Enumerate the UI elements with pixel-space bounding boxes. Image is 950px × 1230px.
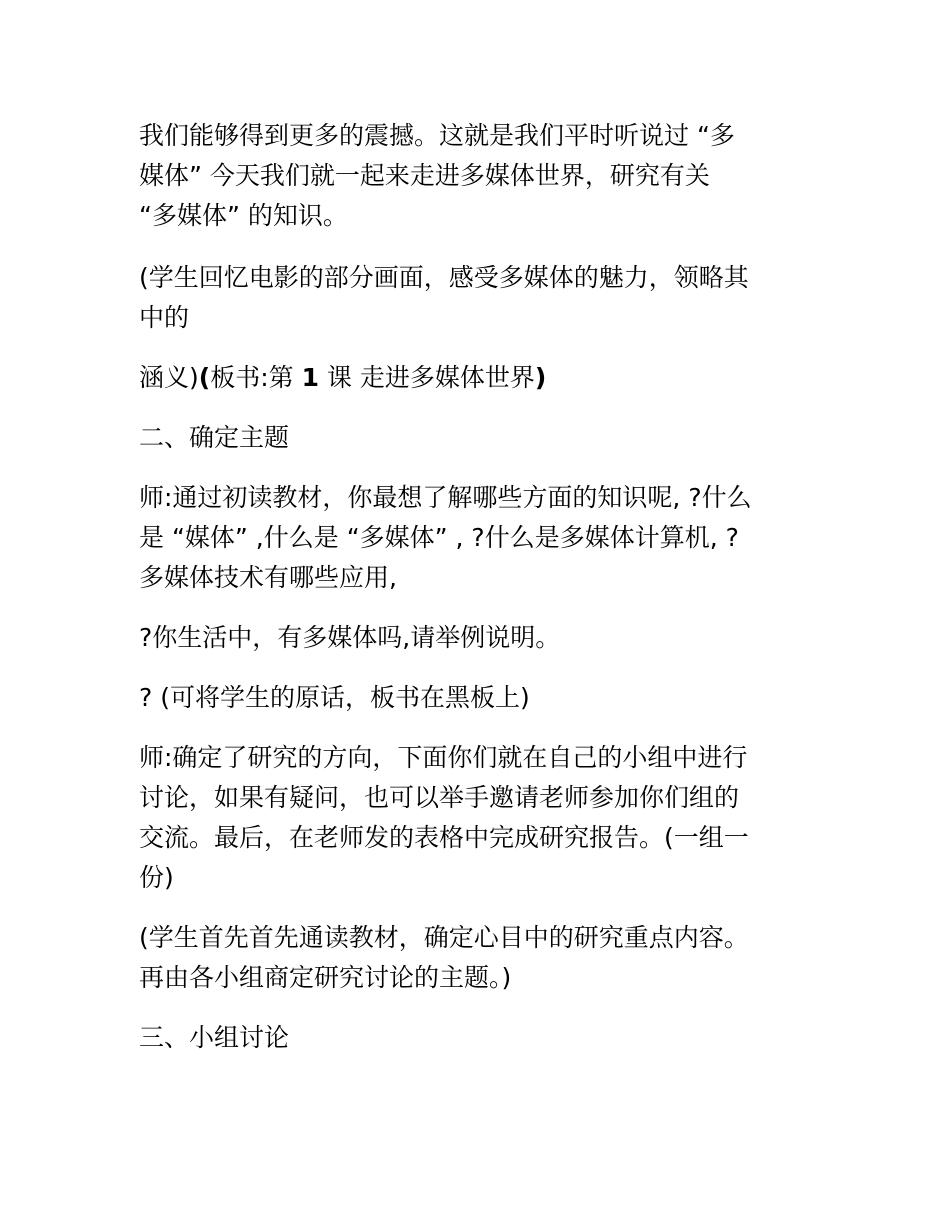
text-run-bold: ) <box>534 363 547 392</box>
text-line: (学生回忆电影的部分画面，感受多媒体的魅力，领略其 <box>139 263 749 292</box>
text-run: 涵义) <box>139 363 199 392</box>
text-line: 三、小组讨论 <box>139 1023 290 1052</box>
text-line: ? (可将学生的原话，板书在黑板上) <box>139 683 530 712</box>
text-line: 再由各小组商定研究讨论的主题。) <box>139 963 512 992</box>
text-line: 多媒体技术有哪些应用, <box>139 563 397 592</box>
paragraph-student-reading <box>139 918 819 998</box>
text-run-bold: ( <box>198 363 211 392</box>
text-line: 中的 <box>139 303 190 332</box>
text-line: 是 “媒体” ,什么是 “多媒体” , ?什么是多媒体计算机, ? <box>139 523 739 552</box>
text-line: 师:确定了研究的方向，下面你们就在自己的小组中进行 <box>139 743 748 772</box>
text-line: 交流。最后，在老师发的表格中完成研究报告。(一组一 <box>139 823 749 852</box>
paragraph-question-life <box>139 618 819 658</box>
section-heading-3 <box>139 1018 819 1058</box>
text-run-bold: 1 <box>301 363 319 392</box>
text-line: 媒体” 今天我们就一起来走进多媒体世界，研究有关 <box>139 161 710 190</box>
text-line: ?你生活中，有多媒体吗,请举例说明。 <box>139 623 561 652</box>
paragraph-blackboard-note <box>139 678 819 718</box>
paragraph-teacher-discussion <box>139 738 819 898</box>
text-line: (学生首先首先通读教材，确定心目中的研究重点内容。 <box>139 923 749 952</box>
text-run: 板书:第 <box>210 363 302 392</box>
text-run: 课 走进多媒体世界 <box>318 363 535 392</box>
text-line: 讨论，如果有疑问，也可以举手邀请老师参加你们组的 <box>139 783 740 812</box>
text-line: 二、确定主题 <box>139 423 290 452</box>
paragraph-intro <box>139 116 819 236</box>
text-line: 份) <box>139 863 174 892</box>
text-line <box>139 358 819 398</box>
text-line: 我们能够得到更多的震撼。这就是我们平时听说过 “多 <box>139 121 735 150</box>
section-heading-2 <box>139 418 819 458</box>
paragraph-student-recall <box>139 258 819 338</box>
text-line: “多媒体” 的知识。 <box>139 201 348 230</box>
paragraph-blackboard-title <box>139 358 819 398</box>
paragraph-teacher-questions <box>139 478 819 598</box>
text-line: 师:通过初读教材，你最想了解哪些方面的知识呢, ?什么 <box>139 483 752 512</box>
